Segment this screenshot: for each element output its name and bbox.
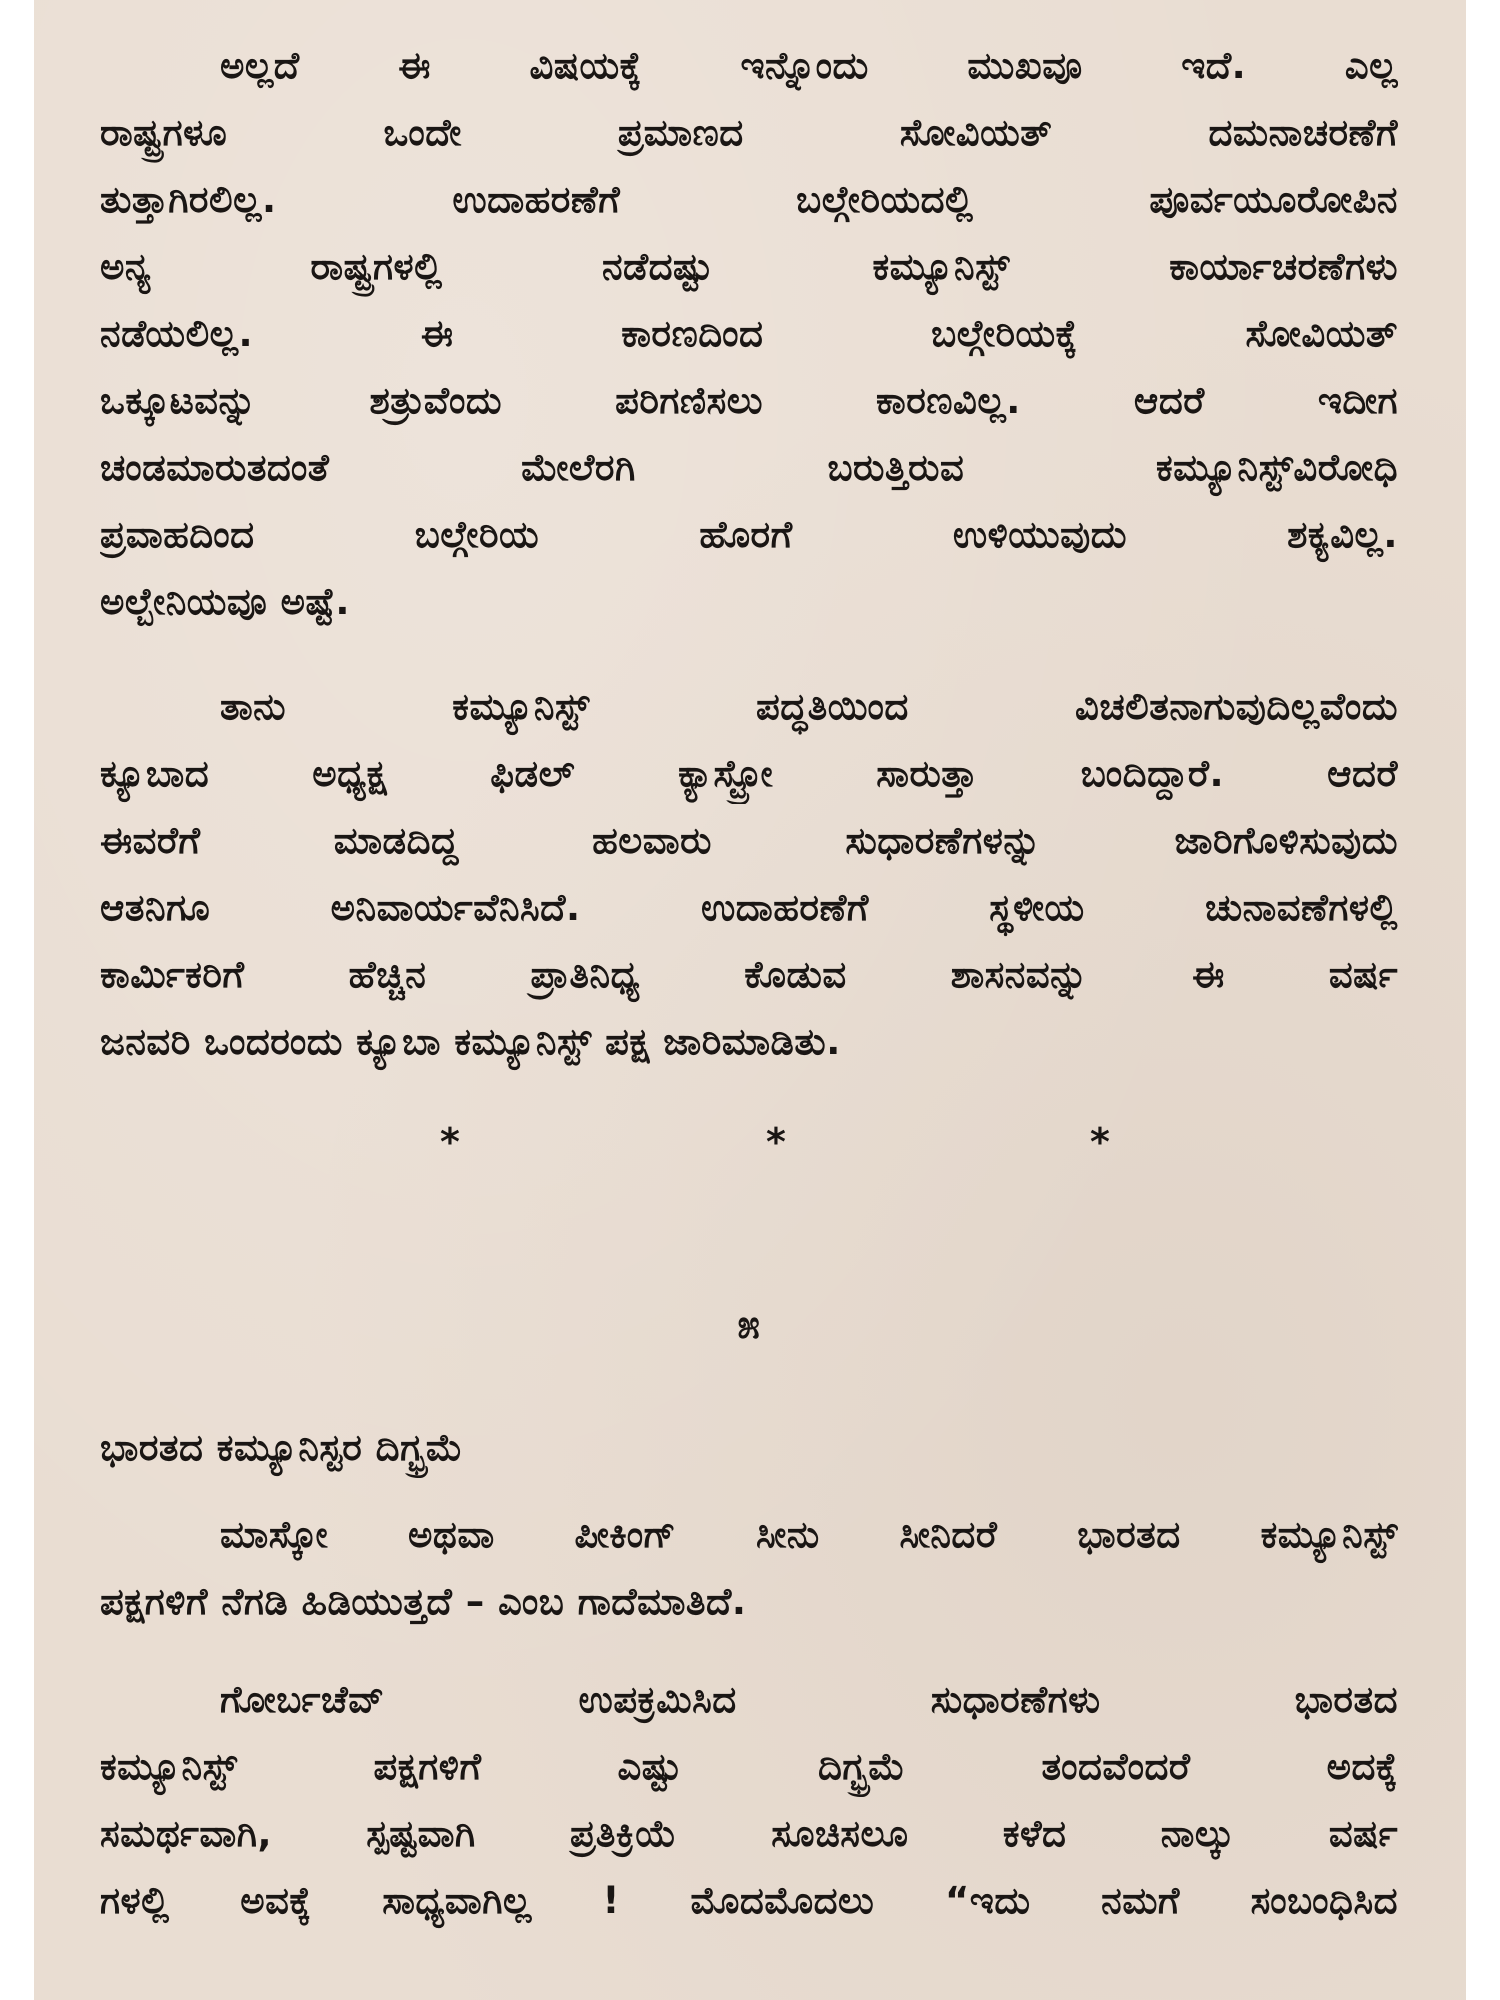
section-break [100, 1122, 1398, 1162]
text-line: ಅನ್ಯ ರಾಷ್ಟ್ರಗಳಲ್ಲಿ ನಡೆದಷ್ಟು ಕಮ್ಯೂನಿಸ್ಟ್ ಕಾರ್ಯಾಚರಣೆಗಳು [100, 245, 1398, 288]
text-line: ಪ್ರವಾಹದಿಂದ ಬಲ್ಗೇರಿಯ ಹೊರಗೆ ಉಳಿಯುವುದು ಶಕ್ಯವಿಲ್ಲ. [100, 513, 1398, 556]
text-line: ತಾನು ಕಮ್ಯೂನಿಸ್ಟ್ ಪದ್ಧತಿಯಿಂದ ವಿಚಲಿತನಾಗುವುದಿಲ್ಲವೆಂದು [220, 685, 1398, 728]
section-number: ೫ [737, 1302, 761, 1348]
text-line: ಜನವರಿ ಒಂದರಂದು ಕ್ಯೂಬಾ ಕಮ್ಯೂನಿಸ್ಟ್ ಪಕ್ಷ ಜಾರಿಮಾಡಿತು. [100, 1020, 841, 1063]
text-line: ಮಾಸ್ಕೋ ಅಥವಾ ಪೀಕಿಂಗ್ ಸೀನು ಸೀನಿದರೆ ಭಾರತದ ಕಮ್ಯೂನಿಸ್ಟ್ [220, 1513, 1398, 1556]
text-line: ನಡೆಯಲಿಲ್ಲ. ಈ ಕಾರಣದಿಂದ ಬಲ್ಗೇರಿಯಕ್ಕೆ ಸೋವಿಯತ್ [100, 312, 1398, 355]
text-line: ಕ್ಯೂಬಾದ ಅಧ್ಯಕ್ಷ ಫಿಡಲ್ ಕ್ಯಾಸ್ಟ್ರೋ ಸಾರುತ್ತಾ ಬಂದಿದ್ದಾರೆ. ಆದರೆ [100, 752, 1398, 795]
text-line: ಸಮರ್ಥವಾಗಿ, ಸ್ಪಷ್ಟವಾಗಿ ಪ್ರತಿಕ್ರಿಯೆ ಸೂಚಿಸಲೂ ಕಳೆದ ನಾಲ್ಕು ವರ್ಷ [100, 1812, 1398, 1855]
text-line: ಕಾರ್ಮಿಕರಿಗೆ ಹೆಚ್ಚಿನ ಪ್ರಾತಿನಿಧ್ಯ ಕೊಡುವ ಶಾಸನವನ್ನು ಈ ವರ್ಷ [100, 953, 1398, 996]
page-text [100, 0, 1398, 2000]
text-line: ಗಳಲ್ಲಿ ಅವಕ್ಕೆ ಸಾಧ್ಯವಾಗಿಲ್ಲ ! ಮೊದಮೊದಲು “ಇದು ನಮಗೆ ಸಂಬಂಧಿಸಿದ [100, 1879, 1398, 1922]
section-heading: ಭಾರತದ ಕಮ್ಯೂನಿಸ್ಟರ ದಿಗ್ಭ್ರಮೆ [100, 1426, 464, 1469]
text-line: ಒಕ್ಕೂಟವನ್ನು ಶತ್ರುವೆಂದು ಪರಿಗಣಿಸಲು ಕಾರಣವಿಲ್ಲ. ಆದರೆ ಇದೀಗ [100, 379, 1398, 422]
text-line: ರಾಷ್ಟ್ರಗಳೂ ಒಂದೇ ಪ್ರಮಾಣದ ಸೋವಿಯತ್ ದಮನಾಚರಣೆಗೆ [100, 111, 1398, 154]
asterisk: * [1090, 1120, 1111, 1164]
text-line: ಈವರೆಗೆ ಮಾಡದಿದ್ದ ಹಲವಾರು ಸುಧಾರಣೆಗಳನ್ನು ಜಾರಿಗೊಳಿಸುವುದು [100, 819, 1398, 862]
text-line: ತುತ್ತಾಗಿರಲಿಲ್ಲ. ಉದಾಹರಣೆಗೆ ಬಲ್ಗೇರಿಯದಲ್ಲಿ ಪೂರ್ವಯೂರೋಪಿನ [100, 178, 1398, 221]
asterisk: * [440, 1120, 461, 1164]
book-page [34, 0, 1466, 2000]
text-line: ಗೋರ್ಬಚೆವ್ ಉಪಕ್ರಮಿಸಿದ ಸುಧಾರಣೆಗಳು ಭಾರತದ [220, 1678, 1398, 1721]
text-line: ಪಕ್ಷಗಳಿಗೆ ನೆಗಡಿ ಹಿಡಿಯುತ್ತದೆ – ಎಂಬ ಗಾದೆಮಾತಿದೆ. [100, 1580, 747, 1623]
text-line: ಕಮ್ಯೂನಿಸ್ಟ್ ಪಕ್ಷಗಳಿಗೆ ಎಷ್ಟು ದಿಗ್ಭ್ರಮೆ ತಂದವೆಂದರೆ ಅದಕ್ಕೆ [100, 1745, 1398, 1788]
asterisk: * [766, 1120, 787, 1164]
text-line: ಆತನಿಗೂ ಅನಿವಾರ್ಯವೆನಿಸಿದೆ. ಉದಾಹರಣೆಗೆ ಸ್ಥಳೀಯ ಚುನಾವಣೆಗಳಲ್ಲಿ [100, 886, 1398, 929]
text-line: ಅಲ್ಲದೆ ಈ ವಿಷಯಕ್ಕೆ ಇನ್ನೊಂದು ಮುಖವೂ ಇದೆ. ಎಲ್ಲ [220, 44, 1398, 87]
text-line: ಅಲ್ಬೇನಿಯವೂ ಅಷ್ಟೆ. [100, 580, 350, 623]
text-line: ಚಂಡಮಾರುತದಂತೆ ಮೇಲೆರಗಿ ಬರುತ್ತಿರುವ ಕಮ್ಯೂನಿಸ್ಟ್‌ವಿರೋಧಿ [100, 446, 1398, 489]
